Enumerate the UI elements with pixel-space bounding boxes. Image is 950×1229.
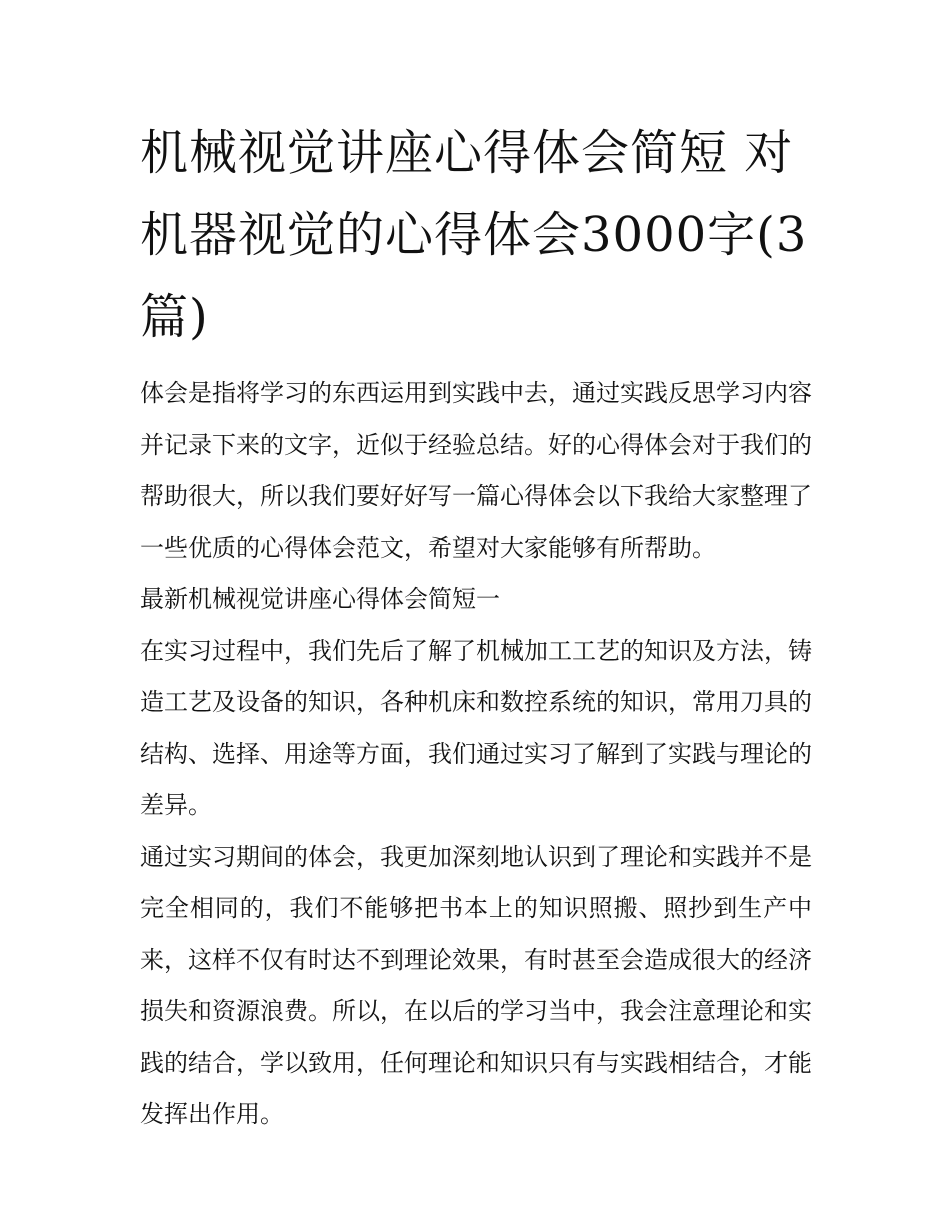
document-title: 机械视觉讲座心得体会简短 对机器视觉的心得体会3000字(3篇)	[140, 125, 808, 345]
body-paragraph: 通过实习期间的体会，我更加深刻地认识到了理论和实践并不是完全相同的，我们不能够把书本上的知识照搬、照抄到生产中来，这样不仅有时达不到理论效果，有时甚至会造成很大的经济损失和资源浪费。所以，在以后的学习当中，我会注意理论和实践的结合，学以致用，任何理论和知识只有与实践相结合，才能发挥出作用。	[140, 842, 812, 1128]
document-page	[140, 112, 812, 1141]
body-paragraph: 在实习过程中，我们先后了解了机械加工工艺的知识及方法，铸造工艺及设备的知识，各种机床和数控系统的知识，常用刀具的结构、选择、用途等方面，我们通过实习了解到了实践与理论的差异。	[140, 636, 812, 819]
intro-paragraph: 体会是指将学习的东西运用到实践中去，通过实践反思学习内容并记录下来的文字，近似于经验总结。好的心得体会对于我们的帮助很大，所以我们要好好写一篇心得体会以下我给大家整理了一些优质的心得体会范文，希望对大家能够有所帮助。	[140, 379, 812, 562]
section-heading: 最新机械视觉讲座心得体会简短一	[140, 585, 500, 613]
